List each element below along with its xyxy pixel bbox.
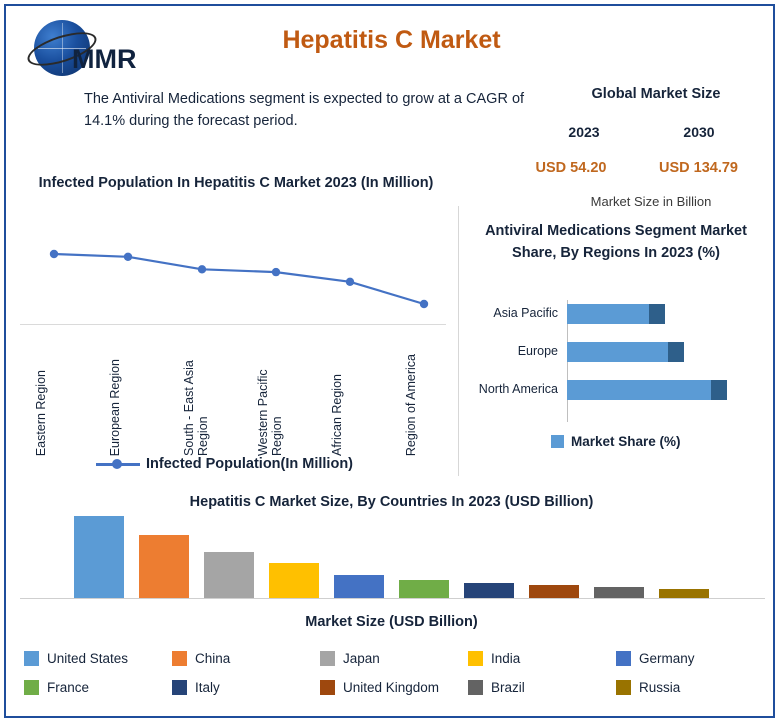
column-bar: [139, 535, 189, 598]
legend-swatch-icon: [24, 680, 39, 695]
brand-name: MMR: [72, 44, 137, 74]
line-category-label: Eastern Region: [34, 369, 48, 456]
legend-item-label: China: [195, 651, 231, 666]
hbar-category-label: Asia Pacific: [493, 306, 558, 320]
legend-item-label: Japan: [343, 651, 380, 666]
line-chart-divider: [20, 324, 446, 325]
column-bar: [399, 580, 449, 598]
hbar-bar: [567, 342, 684, 362]
legend-item-label: Russia: [639, 680, 681, 695]
gms-year-2030: 2030: [683, 124, 715, 140]
legend-item-label: France: [47, 680, 90, 695]
legend-swatch-icon: [172, 680, 187, 695]
legend-item-label: Brazil: [491, 680, 525, 695]
column-bar: [269, 563, 319, 598]
page-title: Hepatitis C Market: [282, 26, 501, 54]
legend-item: [616, 680, 764, 695]
legend-item: [172, 680, 320, 695]
line-category-label: Western Pacific Region: [256, 369, 284, 456]
hbar-row: [466, 378, 766, 404]
global-market-size-heading: Global Market Size: [591, 86, 721, 102]
legend-swatch-icon: [616, 680, 631, 695]
legend-swatch-icon: [468, 680, 483, 695]
column-bar: [659, 589, 709, 598]
gms-value-2023: USD 54.20: [535, 160, 607, 176]
legend-item-label: United Kingdom: [343, 680, 440, 695]
legend-swatch-icon: [24, 651, 39, 666]
legend-swatch-icon: [468, 651, 483, 666]
gms-year-2023: 2023: [568, 124, 600, 140]
hbar-bar-cap: [649, 304, 665, 324]
column-bar: [334, 575, 384, 598]
hbar-row: [466, 302, 766, 328]
legend-item-label: Italy: [195, 680, 220, 695]
legend-item: [468, 651, 616, 666]
line-chart-category-labels: [20, 336, 446, 456]
legend-item: [172, 651, 320, 666]
hbar-chart-title: Antiviral Medications Segment Market Share, By Regions In 2023 (%): [485, 223, 747, 261]
column-bar: [204, 552, 254, 598]
legend-item-label: India: [491, 651, 521, 666]
line-chart: [20, 232, 446, 330]
legend-item: [24, 680, 172, 695]
poster-frame: [4, 4, 775, 718]
column-bar: [529, 585, 579, 598]
page-subtitle: The Antiviral Medications segment is expected to grow at a CAGR of 14.1% during the forecast period.: [84, 91, 525, 129]
gms-value-2030: USD 134.79: [659, 160, 738, 176]
gms-note: Market Size in Billion: [590, 194, 712, 209]
legend-swatch-icon: [172, 651, 187, 666]
line-category-label: South - East Asia Region: [182, 360, 210, 456]
line-category-label: European Region: [108, 358, 122, 456]
hbar-legend-swatch-icon: [551, 435, 564, 448]
line-legend-marker-icon: [96, 463, 140, 466]
legend-item-label: Germany: [639, 651, 695, 666]
column-chart: [66, 516, 716, 598]
hbar-category-label: Europe: [517, 344, 558, 358]
column-bar: [464, 583, 514, 598]
legend-item: [320, 651, 468, 666]
legend-item: [616, 651, 764, 666]
legend-swatch-icon: [616, 651, 631, 666]
legend-item: [24, 651, 172, 666]
column-bar: [74, 516, 124, 598]
column-bar: [594, 587, 644, 598]
column-chart-title: Hepatitis C Market Size, By Countries In 2023 (USD Billion): [189, 494, 594, 510]
hbar-row: [466, 340, 766, 366]
line-category-label: Region of America: [404, 353, 418, 456]
hbar-legend-label: Market Share (%): [571, 434, 681, 449]
hbar-bar: [567, 380, 727, 400]
line-chart-title: Infected Population In Hepatitis C Market 2023 (In Million): [38, 175, 434, 191]
legend-item-label: United States: [47, 651, 129, 666]
line-chart-legend: [96, 456, 396, 472]
hbar-bar-cap: [711, 380, 727, 400]
hbar-bar-cap: [668, 342, 684, 362]
column-chart-baseline: [20, 598, 765, 599]
hbar-bar: [567, 304, 665, 324]
line-chart-svg: [20, 232, 446, 330]
hbar-chart: [466, 302, 766, 422]
line-legend-label: Infected Population(In Million): [146, 456, 354, 472]
legend-swatch-icon: [320, 651, 335, 666]
legend-item: [468, 680, 616, 695]
legend-item: [320, 680, 468, 695]
vertical-divider: [458, 206, 459, 476]
hbar-category-label: North America: [478, 382, 558, 396]
hbar-chart-legend: [551, 434, 681, 449]
column-chart-axis-label: Market Size (USD Billion): [305, 614, 478, 630]
country-legend: [24, 651, 764, 695]
legend-swatch-icon: [320, 680, 335, 695]
line-category-label: African Region: [330, 374, 344, 456]
